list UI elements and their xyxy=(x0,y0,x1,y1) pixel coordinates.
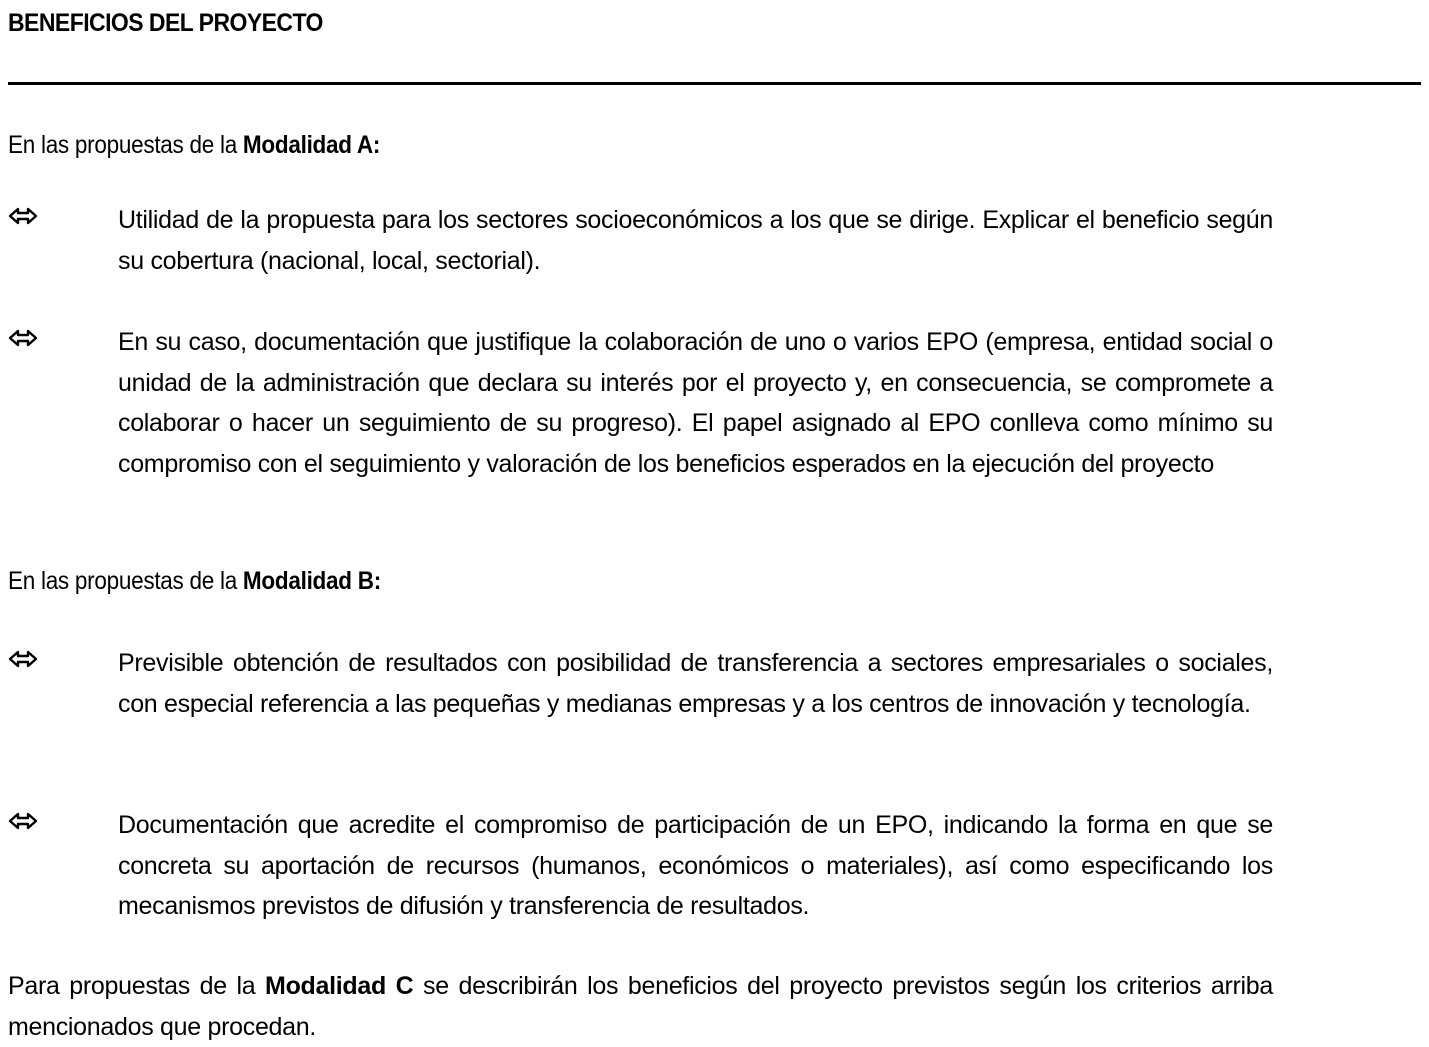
double-arrow-icon xyxy=(8,811,38,831)
bullet-text: En su caso, documentación que justifique la colaboración de uno o varios EPO (empresa, entidad social o unidad de la administración que declara su interés por el proyecto y, en consecuencia, se compromete a colaborar o hacer un seguimiento de su progreso). El papel asignado al EPO conlleva como mínimo su compromiso con el seguimiento y valoración de los beneficios esperados en la ejecución del proyecto xyxy=(118,328,1273,478)
bullet-text: Documentación que acredite el compromiso de participación de un EPO, indicando la forma en que se concreta su aportación de recursos (humanos, económicos o materiales), así como especificando los mecanismos previstos de difusión y transferencia de resultados. xyxy=(118,811,1273,920)
modalidad-a-label: Modalidad A: xyxy=(242,131,381,159)
double-arrow-icon xyxy=(8,328,38,348)
modalidad-a-intro-prefix: En las propuestas de la xyxy=(8,131,243,159)
section-title: BENEFICIOS DEL PROYECTO xyxy=(8,9,323,37)
double-arrow-icon xyxy=(8,649,38,669)
modalidad-c-prefix: Para propuestas de la xyxy=(8,972,266,1000)
modalidad-b-intro xyxy=(8,561,1286,602)
modalidad-b-label: Modalidad B: xyxy=(242,567,381,595)
modalidad-a-intro xyxy=(8,125,1286,166)
modalidad-b-intro-prefix: En las propuestas de la xyxy=(8,567,243,595)
modalidad-c-label: Modalidad C xyxy=(265,972,414,1000)
horizontal-rule xyxy=(8,82,1421,85)
modalidad-c-suffix: se describirán los beneficios del proyecto previstos según los criterios arriba mencionados que procedan. xyxy=(8,972,1274,1041)
bullet-text: Utilidad de la propuesta para los sectores socioeconómicos a los que se dirige. Explicar el beneficio según su cobertura (nacional, local, sectorial). xyxy=(118,206,1273,275)
modalidad-c-paragraph xyxy=(8,966,1273,1047)
double-arrow-icon xyxy=(8,206,38,226)
bullet-text: Previsible obtención de resultados con posibilidad de transferencia a sectores empresariales o sociales, con especial referencia a las pequeñas y medianas empresas y a los centros de innovación y tecnología. xyxy=(118,649,1273,718)
